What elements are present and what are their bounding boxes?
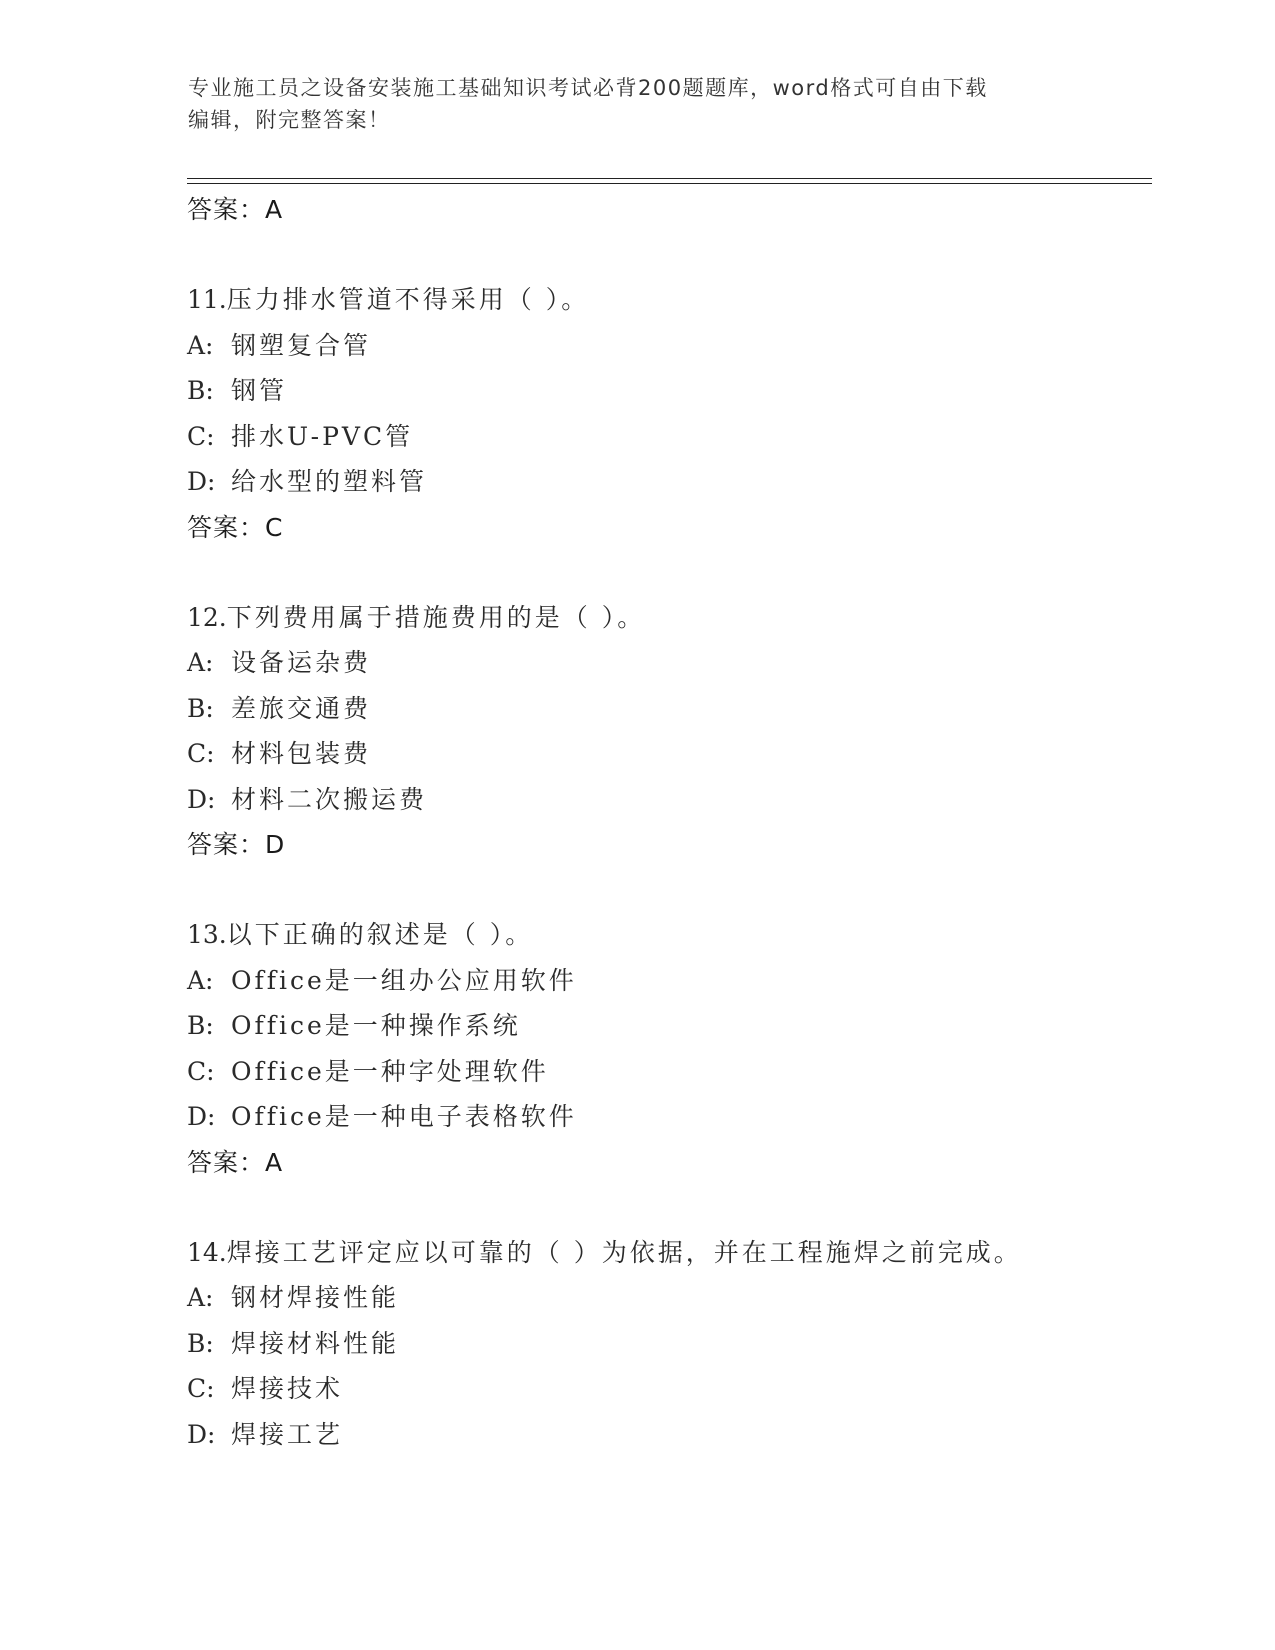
option-text: Office是一组办公应用软件 bbox=[231, 965, 577, 995]
spacer bbox=[187, 868, 1147, 912]
question-stem bbox=[187, 912, 1147, 958]
option-b bbox=[187, 1321, 1147, 1367]
question-text: 焊接工艺评定应以可靠的（ ）为依据，并在工程施焊之前完成。 bbox=[226, 1237, 1022, 1267]
option-d bbox=[187, 1412, 1147, 1458]
header-divider-bottom bbox=[187, 183, 1152, 184]
question-number: 14. bbox=[187, 1237, 227, 1267]
option-key: B: bbox=[187, 376, 214, 405]
option-b bbox=[187, 686, 1147, 732]
option-d bbox=[187, 1094, 1147, 1140]
option-key: A: bbox=[187, 330, 214, 360]
option-text: 钢材焊接性能 bbox=[231, 1283, 400, 1312]
question-number: 11. bbox=[187, 285, 227, 314]
option-text: 钢管 bbox=[231, 376, 288, 405]
option-text: Office是一种字处理软件 bbox=[231, 1056, 549, 1086]
option-text: 排水U-PVC管 bbox=[231, 421, 414, 451]
question-stem bbox=[187, 1230, 1147, 1276]
option-c bbox=[187, 1049, 1147, 1095]
question-number: 13. bbox=[187, 920, 227, 949]
question-list bbox=[187, 187, 1147, 1457]
spacer bbox=[187, 233, 1147, 277]
question-text: 压力排水管道不得采用（ ）。 bbox=[226, 285, 590, 314]
option-text: 给水型的塑料管 bbox=[231, 467, 428, 496]
option-text: Office是一种操作系统 bbox=[231, 1011, 521, 1040]
question-stem bbox=[187, 277, 1147, 323]
option-key: D: bbox=[187, 784, 216, 814]
option-key: A: bbox=[187, 965, 214, 995]
option-a bbox=[187, 1275, 1147, 1321]
option-text: 焊接工艺 bbox=[231, 1419, 344, 1449]
option-text: 焊接技术 bbox=[231, 1374, 344, 1403]
option-key: D: bbox=[187, 1419, 216, 1449]
question-block bbox=[187, 595, 1147, 869]
question-number: 12. bbox=[187, 602, 227, 632]
option-key: B: bbox=[187, 693, 214, 723]
question-answer: 答案：A bbox=[187, 1147, 284, 1177]
question-block bbox=[187, 277, 1147, 551]
option-a bbox=[187, 640, 1147, 686]
question-stem bbox=[187, 595, 1147, 641]
option-d bbox=[187, 777, 1147, 823]
header-title-line-2: 编辑，附完整答案！ bbox=[188, 108, 391, 132]
spacer bbox=[187, 551, 1147, 595]
spacer bbox=[187, 1186, 1147, 1230]
option-b bbox=[187, 368, 1147, 414]
option-key: C: bbox=[187, 421, 215, 451]
option-key: D: bbox=[187, 1102, 216, 1131]
option-c bbox=[187, 731, 1147, 777]
option-a bbox=[187, 958, 1147, 1004]
option-key: C: bbox=[187, 1374, 215, 1403]
option-text: 钢塑复合管 bbox=[231, 330, 372, 360]
header-divider-top bbox=[187, 178, 1152, 179]
option-d bbox=[187, 459, 1147, 505]
option-text: 设备运杂费 bbox=[231, 648, 372, 677]
question-text: 以下正确的叙述是（ ）。 bbox=[226, 920, 534, 949]
option-key: A: bbox=[187, 648, 214, 677]
option-text: 材料包装费 bbox=[231, 739, 372, 768]
question-answer: 答案：C bbox=[187, 512, 284, 542]
option-key: C: bbox=[187, 1056, 215, 1086]
option-key: C: bbox=[187, 739, 215, 768]
option-text: Office是一种电子表格软件 bbox=[231, 1102, 577, 1131]
option-key: B: bbox=[187, 1328, 214, 1358]
option-c bbox=[187, 414, 1147, 460]
previous-question-answer: 答案：A bbox=[187, 195, 284, 224]
option-b bbox=[187, 1003, 1147, 1049]
document-header bbox=[188, 72, 1068, 136]
question-answer: 答案：D bbox=[187, 830, 286, 859]
option-a bbox=[187, 323, 1147, 369]
option-key: D: bbox=[187, 467, 216, 496]
option-key: A: bbox=[187, 1283, 214, 1312]
option-text: 焊接材料性能 bbox=[231, 1328, 400, 1358]
option-key: B: bbox=[187, 1011, 214, 1040]
header-title-line-1: 专业施工员之设备安装施工基础知识考试必背200题题库，word格式可自由下载 bbox=[188, 76, 988, 100]
question-block bbox=[187, 912, 1147, 1186]
question-text: 下列费用属于措施费用的是（ ）。 bbox=[226, 602, 646, 632]
option-text: 差旅交通费 bbox=[231, 693, 372, 723]
option-c bbox=[187, 1366, 1147, 1412]
option-text: 材料二次搬运费 bbox=[231, 784, 428, 814]
question-block bbox=[187, 1230, 1147, 1458]
